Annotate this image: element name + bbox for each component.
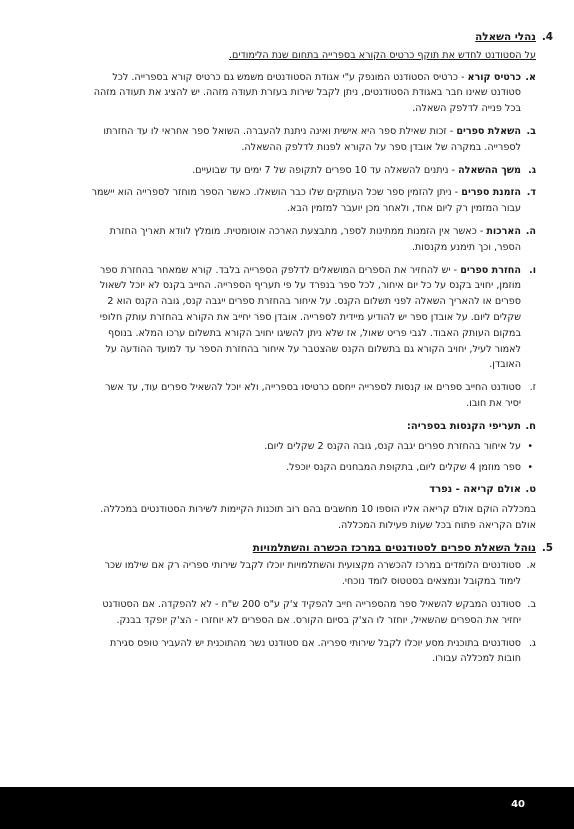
item-text: - ניתן להזמין ספר שכל העותקים שלו כבר הושאלו. כאשר הספר מוחזר לספרייה הוא יישמר עבור המזמין רק ליום אחד, ולאחר מכן יועבר למזמין הבא. bbox=[91, 187, 521, 215]
item-label: ב. bbox=[527, 598, 536, 610]
page-number: 40 bbox=[511, 799, 525, 810]
section-4-intro: על הסטודנט לחדש את תוקף כרטיס הקורא בספרייה בתחום שנת הלימודים. bbox=[228, 49, 536, 61]
list-item bbox=[88, 597, 536, 629]
item-term: הארכות bbox=[486, 225, 521, 237]
reading-hall-title: אולם קריאה - נפרד bbox=[429, 484, 521, 496]
item-label: ג. bbox=[528, 164, 536, 176]
fines-title: תעריפי הקנסות בספריה: bbox=[406, 420, 521, 432]
list-item bbox=[88, 185, 536, 217]
item-label: ד. bbox=[526, 187, 536, 199]
page-footer bbox=[0, 787, 574, 829]
item-label: ט. bbox=[525, 484, 536, 496]
list-item bbox=[88, 124, 536, 156]
section-number: 5. bbox=[541, 541, 553, 554]
item-text: - זכות שאילת ספר היא אישית ואינה ניתנת להעברה. השואל ספר אחראי לו עד החזרתו לספרייה. במקרה של אובדן ספר על הקורא לפנות לדלפק ההשאלה. bbox=[103, 125, 521, 153]
bullet-icon: • bbox=[527, 440, 533, 452]
list-item bbox=[88, 70, 536, 117]
section-title: נוהל השאלת ספרים לסטודנטים במרכז הכשרה והשתלמויות bbox=[252, 541, 536, 554]
item-term: הזמנת ספרים bbox=[461, 187, 521, 199]
item-term: החזרת ספרים bbox=[460, 264, 521, 276]
item-text: סטודנט החייב ספרים או קנסות לספרייה ייחסם כרטיסו בספרייה, ולא יוכל להשאיל ספרים עוד, עד אשר יסיר את חובו. bbox=[105, 382, 521, 409]
item-label: ו. bbox=[529, 264, 536, 276]
reading-hall-heading bbox=[88, 482, 536, 498]
list-item bbox=[88, 224, 536, 256]
section-number: 4. bbox=[541, 31, 553, 43]
item-label: ז. bbox=[529, 382, 536, 394]
item-text: - ניתנים להשאלה עד 10 ספרים לתקופה של 7 ימים עד שבועיים. bbox=[192, 164, 459, 176]
item-term: כרטיס קורא bbox=[467, 71, 521, 83]
list-item bbox=[88, 163, 536, 179]
item-text: סטודנטים בתוכנית מסע יוכלו לקבל שירותי ספריה. אם סטודנט נשר מהתוכנית יש להעביר טופס סגירת חובות למכללה עבורו. bbox=[110, 637, 521, 665]
section-5-heading bbox=[88, 541, 553, 557]
bullet-text: ספר מוזמן 4 שקלים ליום, בתקופת המבחנים הקנס יוכפל. bbox=[286, 462, 521, 474]
item-label: ב. bbox=[526, 125, 536, 137]
section-title: נהלי השאלה bbox=[475, 31, 536, 43]
fines-heading bbox=[88, 419, 536, 435]
section-4-heading bbox=[88, 30, 553, 46]
item-text: סטודנט המבקש להשאיל ספר מהספרייה חייב להפקיד צ'ק ע"ס 200 ש"ח - לא להפקדה. אם הסטודנט יחזיר את הספרים שהשאיל, יוחזר לו הצ'ק בסיום הקורס. אם הספרים לא יוחזרו - הצ'ק יופקד בבנק. bbox=[102, 598, 521, 626]
list-item bbox=[88, 380, 536, 412]
item-label: ג. bbox=[528, 637, 536, 649]
bullet-item bbox=[88, 439, 536, 455]
item-label: א. bbox=[525, 71, 536, 83]
item-text: - יש להחזיר את הספרים המושאלים לדלפק הספרייה בלבד. קורא שמאחר בהחזרת ספר מוזמן, יחויב בקנס על כל יום איחור, לכל ספר בנפרד על פי תעריף הספרייה. החייב בקנס לא יוכל לשאול ספרים או להאריך השאלה לפני תשלום הקנס. על איחור בהחזרת ספרים ייגבה קנס, גובה הקנס הוא 2 שקלים ליום. על אובדן ספר יש להודיע מיידית לספרייה. אובדן ספר יחייב את הקורא בהחזרת עותק חלופי במקום העותק האבוד. לגבי פריט שאול, אז שלא ניתן להשיגו יחויב הקורא בתשלום ערכו המלא. בנוסף לאמור לעיל, יחויב הקורא גם בתשלום הקנס שהצטבר על איחור בהחזרת הספר עד למועד ההודעה על האובדן. bbox=[99, 264, 521, 371]
reading-hall-text: במכללה הוקם אולם קריאה אליו הוספו 10 מחשבים בהם רוב תוכנות הקיימות לשירות הסטודנטים במכללה. אולם הקריאה פתוח בכל שעות פעילות המכללה. bbox=[100, 503, 536, 531]
list-item bbox=[88, 263, 536, 374]
document-body bbox=[88, 30, 553, 674]
bullet-text: על איחור בהחזרת ספרים יגבה קנס, גובה הקנס 2 שקלים ליום. bbox=[264, 440, 521, 452]
item-text: - כאשר אין הזמנות ממתינות לספר, מתבצעת הארכה אוטומטית. מומלץ לוודא תאריך החזרת הספר, וכך תימנע מקנסות. bbox=[109, 225, 521, 253]
bullet-item bbox=[88, 460, 536, 476]
item-label: ה. bbox=[525, 225, 536, 237]
item-label: א. bbox=[526, 560, 536, 572]
item-text: סטודנטים הלומדים במרכז להכשרה מקצועית והשתלמויות יוכלו לקבל שירותי ספריה רק אם שילמו שכר לימוד במקובל ונמצאים בסטטוס לומד נוכחי. bbox=[104, 560, 521, 588]
item-text: - כרטיס הסטודנט המונפק ע"י אגודת הסטודנטים משמש גם כרטיס קורא בספרייה. לכל סטודנט שאינו חבר באגודת הסטודנטים, ניתן לקבל שירות בעזרת תעודה מזהה. יש להציג את תעודה מזהה בכל פנייה לדלפק השאלה. bbox=[93, 71, 521, 115]
item-label: ח. bbox=[525, 420, 536, 432]
bullet-icon: • bbox=[527, 462, 533, 474]
item-term: השאלת ספרים bbox=[456, 125, 521, 137]
list-item bbox=[88, 636, 536, 668]
list-item bbox=[88, 558, 536, 590]
item-term: משך ההשאלה bbox=[458, 164, 521, 176]
